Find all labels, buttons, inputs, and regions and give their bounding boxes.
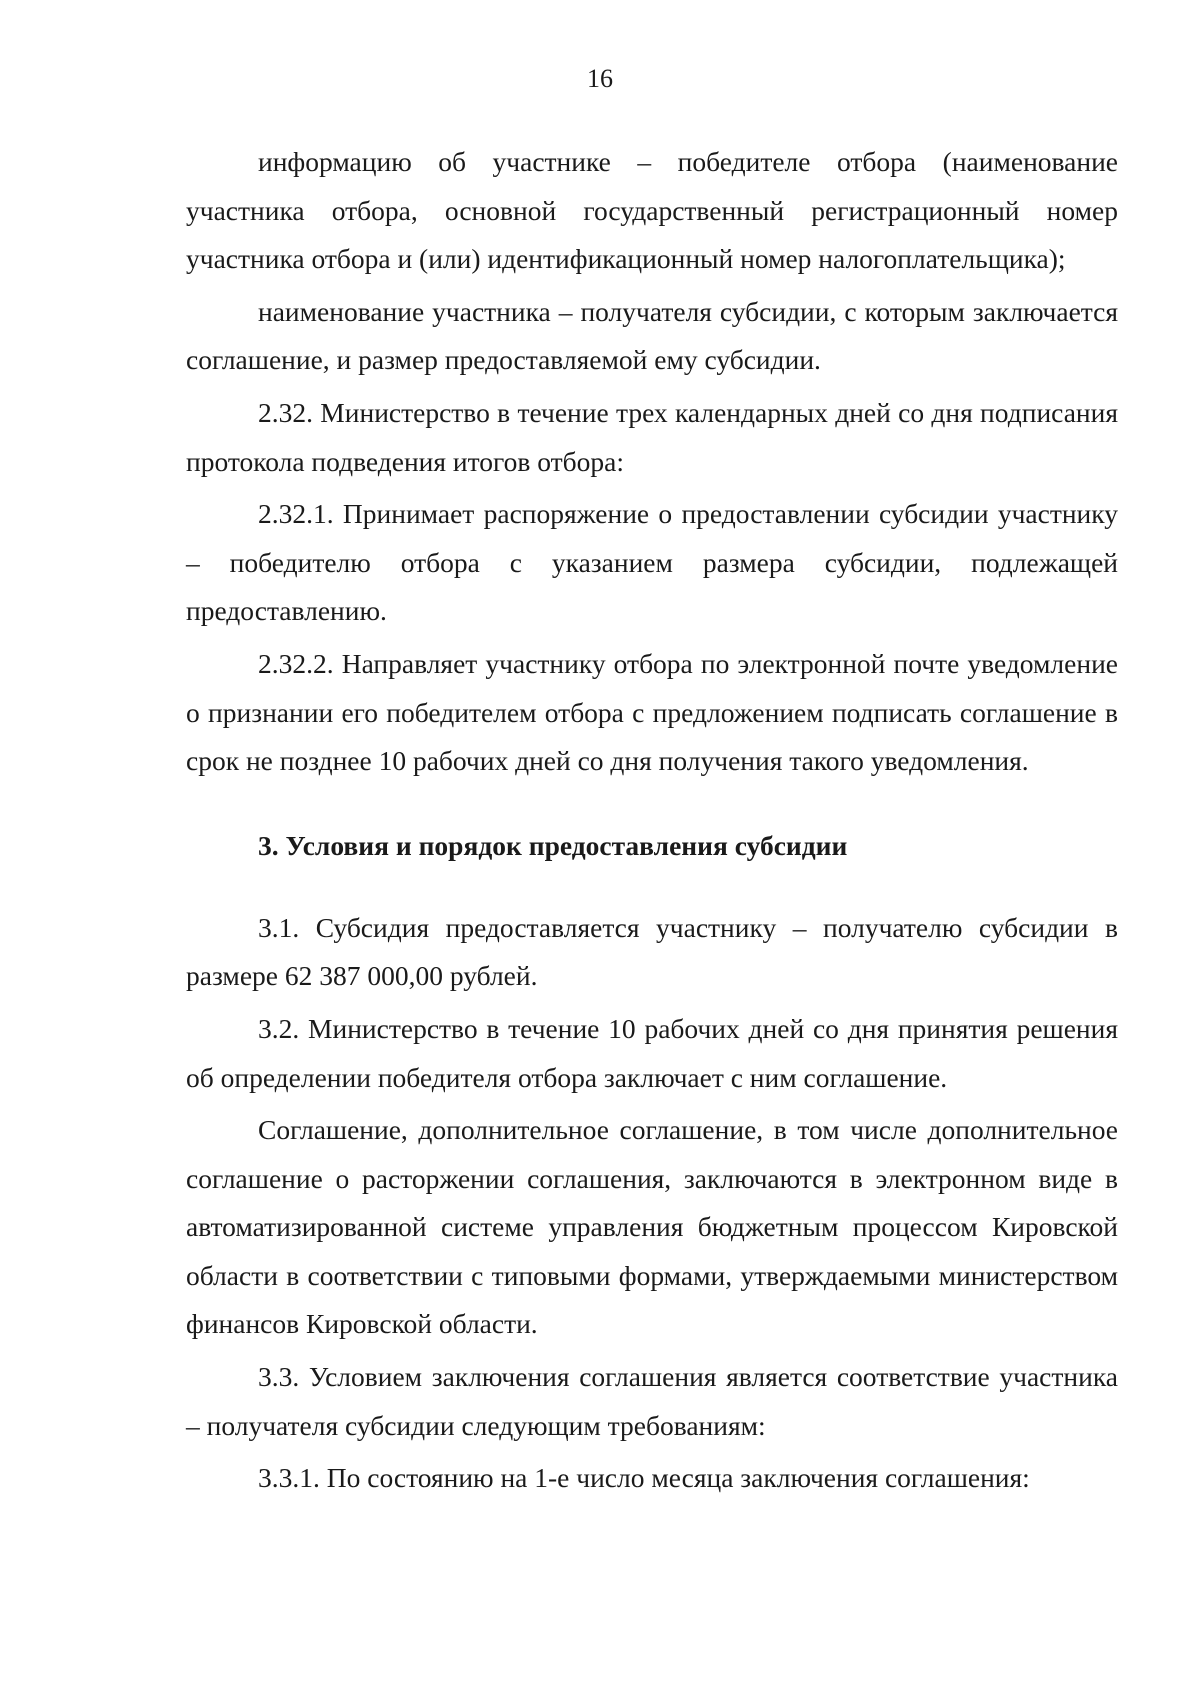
- paragraph-2-32: 2.32. Министерство в течение трех календарных дней со дня подписания протокола подведения итогов отбора:: [186, 396, 1118, 477]
- paragraph-recipient-name: наименование участника – получателя субсидии, с которым заключается соглашение, и размер предоставляемой ему субсидии.: [186, 295, 1118, 376]
- document-body: [186, 138, 1118, 1507]
- paragraph-agreement-form: Соглашение, дополнительное соглашение, в том числе дополнительное соглашение о расторжении соглашения, заключаются в электронном виде в автоматизированной системе управления бюджетным процессом Кировской области в соответствии с типовыми формами, утверждаемыми министерством финансов Кировской области.: [186, 1114, 1118, 1340]
- paragraph-2-32-2: 2.32.2. Направляет участнику отбора по электронной почте уведомление о признании его победителем отбора с предложением подписать соглашение в срок не позднее 10 рабочих дней со дня получения такого уведомления.: [186, 647, 1118, 777]
- paragraph-3-3: 3.3. Условием заключения соглашения является соответствие участника – получателя субсидии следующим требованиям:: [186, 1361, 1118, 1441]
- paragraph-3-3-1: 3.3.1. По состоянию на 1-е число месяца заключения соглашения:: [258, 1462, 1030, 1494]
- paragraph-3-1: 3.1. Субсидия предоставляется участнику – получателю субсидии в размере 62 387 000,00 рублей.: [186, 911, 1118, 992]
- page-number: 16: [587, 64, 613, 93]
- section-3-heading: 3. Условия и порядок предоставления субсидии: [258, 829, 848, 861]
- paragraph-3-2: 3.2. Министерство в течение 10 рабочих дней со дня принятия решения об определении победителя отбора заключает с ним соглашение.: [186, 1012, 1118, 1093]
- paragraph-2-32-1: 2.32.1. Принимает распоряжение о предоставлении субсидии участнику – победителю отбора с указанием размера субсидии, подлежащей предоставлению.: [186, 498, 1118, 627]
- paragraph-winner-info: информацию об участнике – победителе отбора (наименование участника отбора, основной государственный регистрационный номер участника отбора и (или) идентификационный номер налогоплательщика);: [186, 146, 1118, 275]
